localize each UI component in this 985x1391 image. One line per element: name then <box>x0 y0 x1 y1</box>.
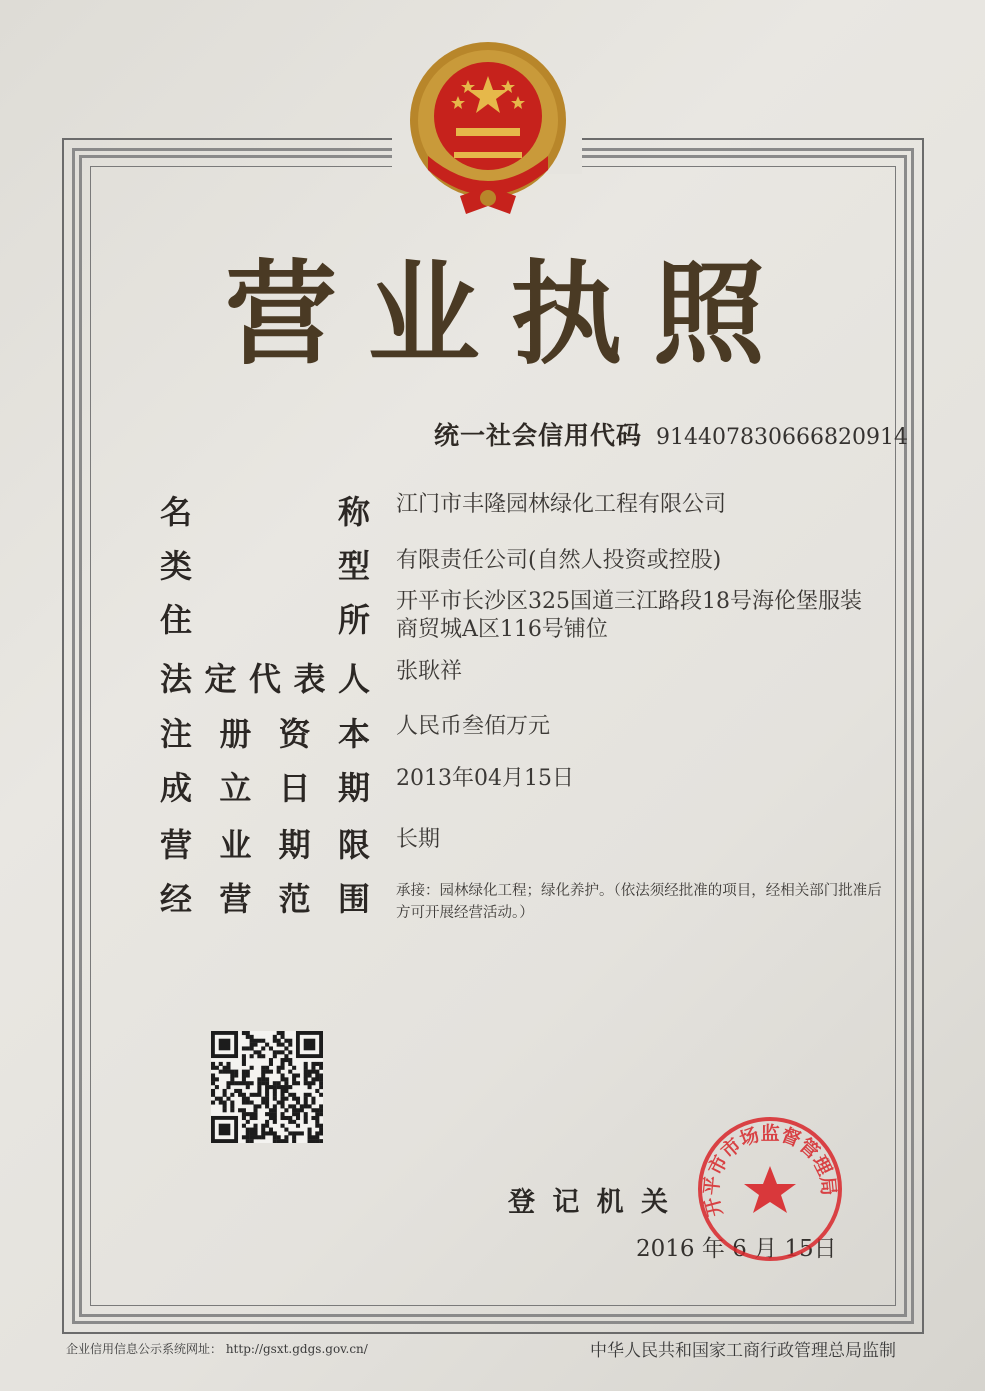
field-value-name: 江门市丰隆园林绿化工程有限公司 <box>396 492 727 517</box>
document-title <box>225 250 765 380</box>
field-value-type: 有限责任公司(自然人投资或控股) <box>396 548 722 573</box>
footer-supervisor: 中华人民共和国家工商行政管理总局监制 <box>590 1341 896 1361</box>
credit-code-label: 统一社会信用代码 <box>434 421 643 450</box>
field-label: 法 定 代 表 人 <box>160 660 370 698</box>
national-emblem-icon <box>398 36 578 222</box>
title-char: 执 <box>510 250 623 380</box>
credit-code-row <box>434 416 908 452</box>
footer-website: 企业信用信息公示系统网址： http://gsxt.gdgs.gov.cn/ <box>66 1342 368 1356</box>
title-char: 业 <box>367 250 480 380</box>
field-label: 注 册 资 本 <box>160 715 370 753</box>
field-value-established-date: 2013年04月15日 <box>396 766 574 791</box>
field-value-business-scope: 承接：园林绿化工程；绿化养护。（依法须经批准的项目，经相关部门批准后方可开展经营活动。） <box>396 883 882 921</box>
credit-code-value: 914407830666820914 <box>656 425 908 450</box>
field-value-business-term: 长期 <box>396 827 441 852</box>
title-char: 照 <box>652 250 765 380</box>
official-seal-icon <box>695 1114 845 1264</box>
field-label: 名 称 <box>160 493 370 531</box>
field-label: 营 业 期 限 <box>160 826 370 864</box>
qr-code[interactable] <box>211 1031 323 1143</box>
field-value-legal-representative: 张耿祥 <box>396 659 463 684</box>
issue-date: 2016 年 6 月 15日 <box>636 1236 837 1262</box>
seal-text: 开平市市场监督管理局 <box>700 1122 840 1219</box>
registration-authority: 登 记 机 关 <box>508 1187 668 1218</box>
field-label: 住 所 <box>160 601 370 639</box>
field-label: 成 立 日 期 <box>160 769 370 807</box>
field-label: 经 营 范 围 <box>160 880 370 918</box>
title-char: 营 <box>225 250 337 380</box>
field-value-address: 开平市长沙区325国道三江路段18号海伦堡服装商贸城A区116号铺位 <box>396 589 862 642</box>
field-value-registered-capital: 人民币叁佰万元 <box>396 714 551 739</box>
field-label: 类 型 <box>160 547 370 585</box>
